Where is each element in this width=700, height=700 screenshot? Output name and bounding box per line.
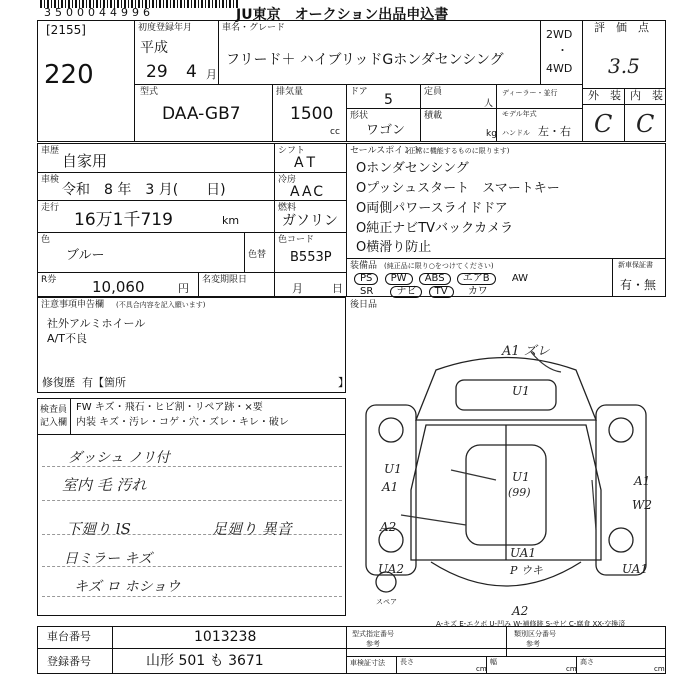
- notes-note: (不具合内容を記入願います): [116, 301, 206, 309]
- usage-value: 自家用: [62, 152, 108, 170]
- hand-note-2: 室内 毛 汚れ: [62, 476, 147, 494]
- equipment-row-2: [360, 286, 488, 298]
- mark-left-u1: U1: [384, 462, 402, 476]
- mark-center-mid-2: (99): [508, 486, 531, 499]
- repair-label: 修復歴: [42, 376, 75, 389]
- color-code-label: 色コード: [278, 235, 315, 245]
- interior-grade: C: [636, 110, 655, 138]
- spare-label: スペア: [376, 598, 397, 606]
- plate-label: 登録番号: [47, 655, 91, 668]
- car-roof: [456, 380, 556, 410]
- interior-label: 内 装: [630, 89, 663, 102]
- hand-note-5: キズ ロ ホショウ: [74, 579, 181, 595]
- color-no-label: 色替: [248, 250, 267, 260]
- equipment-airbag: エアB: [457, 273, 496, 285]
- mark-left-a1: A1: [382, 480, 399, 494]
- expiry-day: 日: [332, 282, 343, 295]
- after-market-label: 後日品: [350, 300, 378, 310]
- mark-left-ua2: UA2: [378, 562, 405, 576]
- hand-note-4: 日ミラー キズ: [64, 551, 153, 567]
- registration-era: 平成: [140, 40, 168, 56]
- color-code-value: B553P: [290, 250, 332, 265]
- recycle-unit: 円: [178, 282, 189, 295]
- mark-center-puki: P ウキ: [510, 564, 543, 577]
- shape-label: 形状: [350, 111, 369, 121]
- modify-label-2: 参考: [366, 640, 380, 648]
- mark-right-a1: A1: [634, 474, 651, 488]
- width-label: 幅: [490, 658, 497, 666]
- length-unit: cm: [476, 665, 487, 673]
- inspector-label-1: 検査員: [40, 405, 68, 415]
- lot-code: [2155]: [46, 23, 86, 37]
- dimension-label: 車検証寸法: [350, 659, 385, 667]
- chassis-label: 車台番号: [47, 630, 91, 643]
- mark-left-a2: A2: [380, 520, 397, 534]
- color-value: ブルー: [66, 248, 105, 263]
- equipment-leather: カワ: [467, 286, 488, 297]
- equipment-note: (純正品に限り○をつけてください): [384, 262, 494, 270]
- shape-value: ワゴン: [366, 123, 406, 138]
- vehicle-name: フリード＋ ハイブリッドGホンダセンシング: [226, 52, 504, 68]
- equipment-abs: ABS: [419, 273, 451, 285]
- mileage-value: 16万1千719: [74, 210, 173, 230]
- equipment-navi: ナビ: [390, 286, 422, 298]
- mark-rear-a2: A2: [512, 604, 529, 618]
- category-label-2: 参考: [526, 640, 540, 648]
- doors-label: ドア: [350, 87, 368, 97]
- fuel-label: 燃料: [278, 203, 297, 213]
- capacity-unit: 人: [484, 99, 494, 109]
- handle-label: ハンドル: [502, 129, 530, 137]
- model-label: 型式: [140, 87, 159, 97]
- color-label: 色: [41, 235, 51, 245]
- modify-label: 型式指定番号: [352, 630, 394, 638]
- warranty-label: 新車保証書: [618, 261, 653, 269]
- recycle-label: R券: [41, 275, 57, 285]
- height-label: 高さ: [580, 658, 594, 666]
- form-title: JU東京 オークション出品申込書: [236, 7, 449, 23]
- vehicle-name-label: 車名・グレード: [222, 23, 286, 33]
- ac-value: AAC: [290, 184, 326, 200]
- sales-point-3: O両側パワースライドドア: [356, 201, 508, 216]
- mark-right-w2: W2: [632, 498, 652, 512]
- load-label: 積載: [424, 111, 443, 121]
- inspector-row-2: 内装 キズ・汚レ・コゲ・穴・ズレ・キレ・破レ: [76, 417, 289, 428]
- hand-note-right: 足廻り 異音: [212, 520, 292, 538]
- model-year-label: モデル年式: [502, 110, 537, 118]
- handle-value: 左・右: [538, 125, 571, 138]
- damage-legend: A-キズ E-エクボ U-凹み W-補修跡 S-サビ C-腐食 XX-交換済: [436, 620, 626, 628]
- inspection-label: 車検: [41, 175, 60, 185]
- capacity-label: 定員: [424, 87, 443, 97]
- equipment-label: 装備品: [350, 261, 378, 271]
- sales-point-1: Oホンダセンシング: [356, 161, 469, 176]
- inspector-label-2: 記入欄: [40, 418, 68, 428]
- inspection-value: 令和 8 年 3 月( 日): [62, 182, 226, 198]
- equipment-sr: SR: [360, 286, 374, 297]
- fuel-value: ガソリン: [282, 213, 338, 229]
- usage-label: 車歴: [41, 146, 60, 156]
- hand-note-1: ダッシュ ノリ付: [68, 450, 170, 466]
- warranty-value: 有・無: [620, 278, 657, 292]
- lot-number: 220: [44, 60, 94, 90]
- notes-line-1: 社外アルミホイール: [47, 317, 146, 330]
- car-rear: [431, 562, 581, 586]
- shift-value: AT: [294, 155, 320, 171]
- inspector-row-1: FW キズ・飛石・ヒビ割・リペア跡・×要: [76, 402, 263, 413]
- mark-center-top: U1: [512, 384, 530, 398]
- registration-month: 4: [186, 62, 197, 82]
- sales-point-2: Oプッシュスタート スマートキー: [356, 181, 560, 196]
- expiry-label: 名変期限日: [202, 275, 248, 285]
- mileage-label: 走行: [41, 203, 60, 213]
- sales-points-label: セールスポイント: [350, 146, 422, 156]
- sales-points-note: (正常に機能するものに限ります): [406, 147, 510, 155]
- displacement-label: 排気量: [276, 87, 304, 97]
- model-value: DAA-GB7: [162, 104, 241, 124]
- mark-front-top: A1 ズレ: [502, 344, 550, 359]
- mark-center-mid: U1: [512, 470, 530, 484]
- equipment-row-1: [354, 273, 528, 285]
- recycle-value: 10,060: [92, 278, 145, 296]
- grade-label: 評 価 点: [594, 21, 649, 34]
- shift-label: シフト: [278, 146, 306, 156]
- hand-note-3: 下廻り lS: [66, 520, 131, 538]
- notes-label: 注意事項申告欄: [41, 300, 105, 310]
- ac-label: 冷房: [278, 175, 297, 185]
- dealer-label: ディーラー・並行: [502, 89, 558, 97]
- load-unit: kg: [486, 129, 497, 139]
- displacement-value: 1500: [290, 104, 334, 124]
- right-side: [596, 405, 649, 576]
- exterior-label: 外 装: [588, 89, 621, 102]
- length-label: 長さ: [400, 658, 414, 666]
- repair-close: 】: [338, 376, 349, 389]
- drive-dot: ・: [557, 44, 568, 57]
- notes-line-2: A/T不良: [47, 332, 87, 345]
- plate-value: 山形 501 も 3671: [146, 653, 264, 669]
- drive-4wd: 4WD: [546, 62, 573, 75]
- barcode-number: 3500044996: [44, 6, 154, 19]
- chassis-value: 1013238: [194, 629, 257, 645]
- equipment-pw: PW: [385, 273, 413, 285]
- doors-value: 5: [384, 92, 393, 108]
- mileage-unit: km: [222, 214, 240, 227]
- category-label: 類別区分番号: [514, 630, 556, 638]
- exterior-grade: C: [594, 110, 613, 138]
- displacement-unit: cc: [330, 127, 340, 137]
- registration-month-unit: 月: [206, 68, 217, 81]
- sales-point-4: O純正ナビTVバックカメラ: [356, 221, 514, 236]
- mark-center-ua1: UA1: [510, 546, 537, 560]
- equipment-aw: AW: [511, 273, 528, 284]
- width-unit: cm: [566, 665, 577, 673]
- registration-label: 初度登録年月: [138, 23, 193, 33]
- sales-point-5: O横滑り防止: [356, 240, 432, 255]
- grade-score: 3.5: [608, 54, 640, 78]
- height-unit: cm: [654, 665, 665, 673]
- drive-2wd: 2WD: [546, 28, 573, 41]
- registration-year: 29: [146, 62, 168, 82]
- mark-right-ua1: UA1: [622, 562, 649, 576]
- equipment-ps: PS: [354, 273, 378, 285]
- expiry-month: 月: [292, 282, 303, 295]
- equipment-tv: TV: [429, 286, 454, 298]
- repair-value: 有【箇所: [82, 376, 126, 389]
